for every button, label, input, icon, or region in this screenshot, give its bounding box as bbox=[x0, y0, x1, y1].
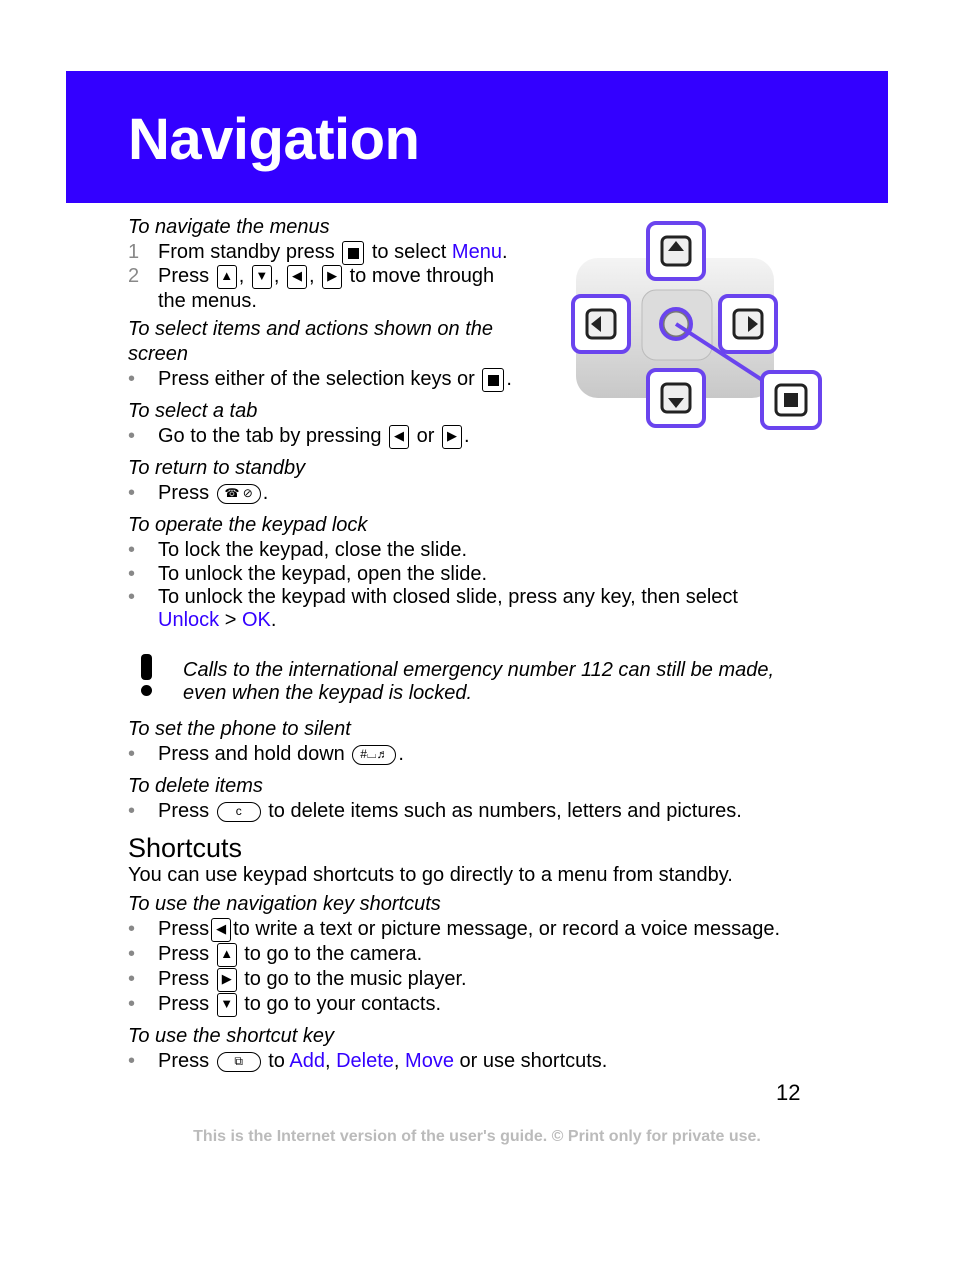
left-key-icon bbox=[573, 296, 629, 352]
header-banner bbox=[66, 71, 888, 203]
select-key-icon bbox=[762, 372, 820, 428]
page-number: 12 bbox=[776, 1080, 801, 1105]
step-text: Press ▲ , ▼ , ◀ , ▶ to move through bbox=[158, 265, 495, 287]
bullet-text: Press c to delete items such as numbers, letters and pictures. bbox=[158, 800, 742, 822]
section-heading: To use the navigation key shortcuts bbox=[128, 893, 441, 915]
bullet: • bbox=[128, 539, 136, 561]
move-link[interactable]: Move bbox=[405, 1050, 454, 1072]
shortcuts-intro: You can use keypad shortcuts to go directly to a menu from standby. bbox=[128, 864, 733, 886]
bullet: • bbox=[128, 586, 136, 608]
bullet-text: Go to the tab by pressing ◀ or ▶ . bbox=[158, 425, 470, 447]
footer-notice: This is the Internet version of the user's guide. © Print only for private use. bbox=[193, 1128, 761, 1145]
bullet-text: To unlock the keypad with closed slide, press any key, then select bbox=[158, 586, 738, 608]
down-key-icon bbox=[648, 370, 704, 426]
up-key-icon: ▲ bbox=[217, 265, 237, 289]
section-heading: To navigate the menus bbox=[128, 216, 330, 238]
step-text: From standby press to select Menu. bbox=[158, 241, 508, 263]
up-key-icon: ▲ bbox=[217, 943, 237, 967]
bullet-text: Press and hold down #⌴♬ . bbox=[158, 743, 404, 765]
up-key-icon bbox=[648, 223, 704, 279]
section-heading: To select items and actions shown on the bbox=[128, 318, 494, 340]
bullet: • bbox=[128, 1050, 136, 1072]
step-text-continued: the menus. bbox=[158, 290, 257, 312]
section-heading: To select a tab bbox=[128, 400, 258, 422]
delete-link[interactable]: Delete bbox=[336, 1050, 394, 1072]
bullet-text: To unlock the keypad, open the slide. bbox=[158, 563, 488, 585]
bullet: • bbox=[128, 993, 136, 1015]
step-number: 2 bbox=[128, 265, 140, 287]
bullet: • bbox=[128, 968, 136, 990]
bullet-text: Press ◀ to write a text or picture message, or record a voice message. bbox=[158, 918, 781, 940]
bullet-text: Press ▼ to go to your contacts. bbox=[158, 993, 442, 1015]
menu-link[interactable]: Menu bbox=[451, 241, 502, 263]
add-link[interactable]: Add bbox=[289, 1050, 325, 1072]
bullet-text: Press ▲ to go to the camera. bbox=[158, 943, 423, 965]
right-key-icon: ▶ bbox=[442, 425, 462, 449]
select-key-icon bbox=[342, 241, 364, 265]
bullet: • bbox=[128, 743, 136, 765]
bullet-text: Press ☎ ⊘ . bbox=[158, 482, 269, 504]
bullet-text-continued: Unlock > OK. bbox=[158, 609, 277, 631]
bullet: • bbox=[128, 368, 136, 390]
right-key-icon bbox=[720, 296, 776, 352]
unlock-link[interactable]: Unlock bbox=[158, 609, 220, 631]
section-heading: To return to standby bbox=[128, 457, 306, 479]
warning-icon bbox=[140, 654, 154, 696]
bullet: • bbox=[128, 800, 136, 822]
note-text: even when the keypad is locked. bbox=[183, 682, 473, 704]
section-heading-continued: screen bbox=[128, 343, 189, 365]
right-key-icon: ▶ bbox=[322, 265, 342, 289]
left-key-icon: ◀ bbox=[287, 265, 307, 289]
bullet-text: Press ▶ to go to the music player. bbox=[158, 968, 467, 990]
hash-silent-key-icon: #⌴♬ bbox=[352, 745, 396, 765]
down-key-icon: ▼ bbox=[217, 993, 237, 1017]
section-heading: To set the phone to silent bbox=[128, 718, 351, 740]
bullet: • bbox=[128, 482, 136, 504]
navigation-key-illustration bbox=[568, 218, 828, 433]
right-key-icon: ▶ bbox=[217, 968, 237, 992]
bullet: • bbox=[128, 943, 136, 965]
shortcut-key-icon: ⧉ bbox=[217, 1052, 261, 1072]
left-key-icon: ◀ bbox=[389, 425, 409, 449]
select-key-icon bbox=[482, 368, 504, 392]
bullet: • bbox=[128, 918, 136, 940]
down-key-icon: ▼ bbox=[252, 265, 272, 289]
end-call-key-icon: ☎ ⊘ bbox=[217, 484, 261, 504]
page-title: Navigation bbox=[128, 107, 420, 172]
clear-key-icon: c bbox=[217, 802, 261, 822]
bullet-text: Press either of the selection keys or . bbox=[158, 368, 512, 390]
section-heading: To use the shortcut key bbox=[128, 1025, 335, 1047]
step-number: 1 bbox=[128, 241, 140, 263]
section-heading: To delete items bbox=[128, 775, 263, 797]
ok-link[interactable]: OK bbox=[241, 609, 271, 631]
section-heading: To operate the keypad lock bbox=[128, 514, 368, 536]
left-key-icon: ◀ bbox=[211, 918, 231, 942]
note-text: Calls to the international emergency number 112 can still be made, bbox=[183, 659, 775, 681]
bullet-text: To lock the keypad, close the slide. bbox=[158, 539, 468, 561]
bullet: • bbox=[128, 563, 136, 585]
bullet-text: Press ⧉ to Add, Delete, Move or use shortcuts. bbox=[158, 1050, 608, 1072]
bullet: • bbox=[128, 425, 136, 447]
shortcuts-title: Shortcuts bbox=[128, 833, 243, 863]
